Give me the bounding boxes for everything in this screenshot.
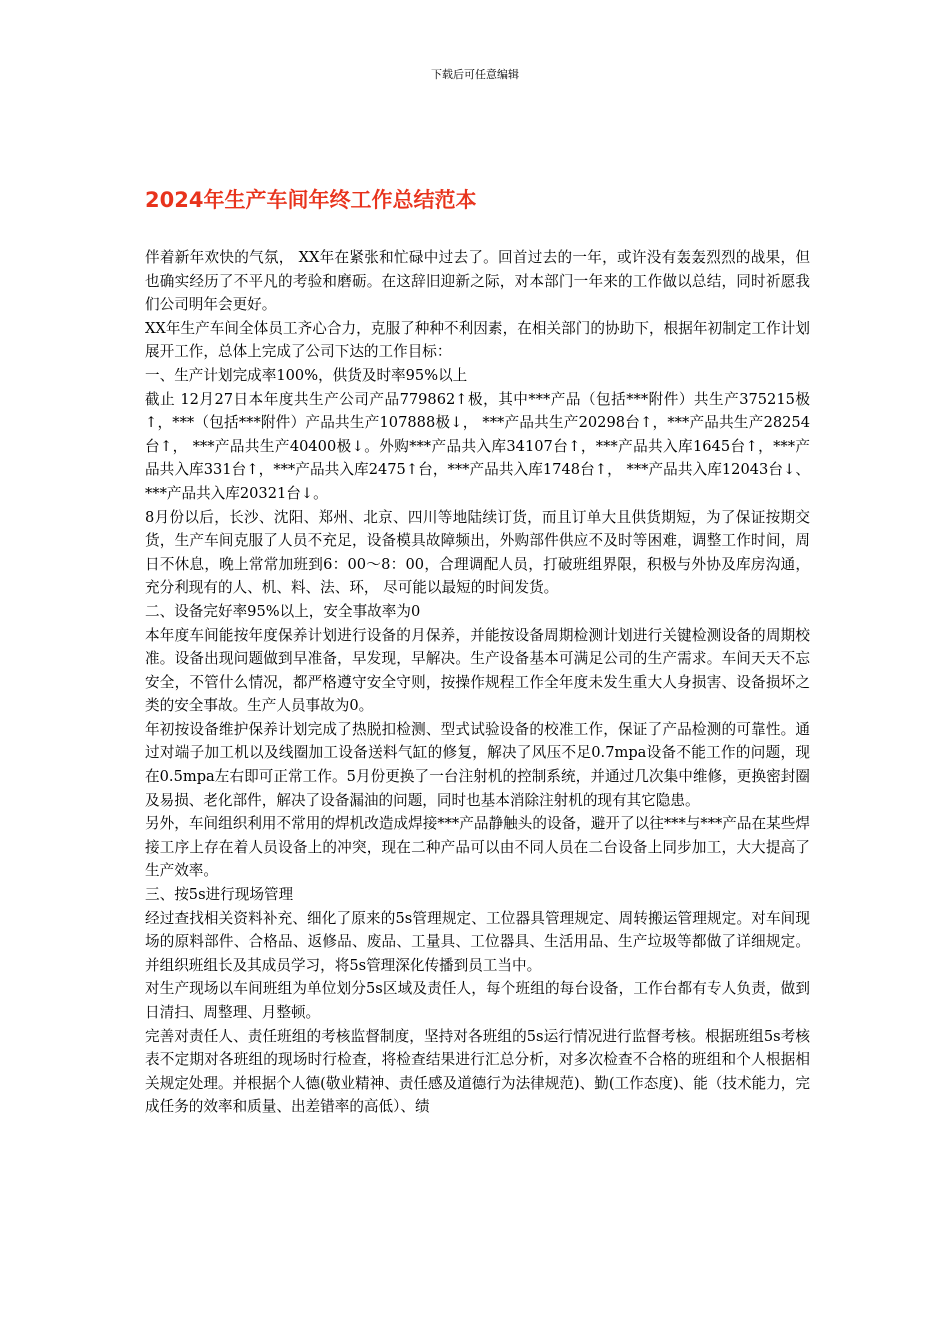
section-heading-3: 三、按5s进行现场管理 — [145, 886, 294, 904]
paragraph-maintenance: 本年度车间能按年度保养计划进行设备的月保养，并能按设备周期检测计划进行关键检测设备的周期校准。设备出现问题做到早准备，早发现，早解决。生产设备基本可满足公司的生产需求。车间天天不忘安全，不管什么情况，都严格遵守安全守则，按操作规程工作全年度未发生重大人身损害、设备损坏之类的安全事故。生产人员事故为0。 — [145, 626, 810, 715]
paragraph-5s-zones: 对生产现场以车间班组为单位划分5s区域及责任人，每个班组的每台设备，工作台都有专人负责，做到日清扫、周整理、月整顿。 — [145, 980, 810, 1021]
paragraph-5s-rules: 经过查找相关资料补充、细化了原来的5s管理规定、工位器具管理规定、周转搬运管理规定。对车间现场的原料部件、合格品、返修品、废品、工量具、工位器具、生活用品、生产垃圾等都做了详细规定。并组织班组长及其成员学习，将5s管理深化传播到员工当中。 — [145, 909, 810, 974]
paragraph-welding: 另外，车间组织利用不常用的焊机改造成焊接***产品静触头的设备，避开了以往***与***产品在某些焊接工序上存在着人员设备上的冲突，现在二种产品可以由不同人员在二台设备上同步加工，大大提高了生产效率。 — [145, 815, 810, 880]
paragraph-intro: 伴着新年欢快的气氛， XX年在紧张和忙碌中过去了。回首过去的一年，或许没有轰轰烈烈的战果，但也确实经历了不平凡的考验和磨砺。在这辞旧迎新之际，对本部门一年来的工作做以总结，同时祈愿我们公司明年会更好。 — [145, 249, 810, 314]
paragraph-orders: 8月份以后，长沙、沈阳、郑州、北京、四川等地陆续订货，而且订单大且供货期短，为了保证按期交货，生产车间克服了人员不充足，设备模具故障频出，外购部件供应不及时等困难，调整工作时间，周日不休息，晚上常常加班到6：00～8：00，合理调配人员，打破班组界限，积极与外协及库房沟通，充分利现有的人、机、料、法、环， 尽可能以最短的时间发货。 — [145, 508, 810, 597]
section-heading-2: 二、设备完好率95%以上，安全事故率为0 — [145, 602, 421, 620]
document-title: 2024年生产车间年终工作总结范本 — [145, 188, 477, 212]
paragraph-overview: XX年生产车间全体员工齐心合力，克服了种种不利因素，在相关部门的协助下，根据年初制定工作计划展开工作，总体上完成了公司下达的工作目标： — [145, 319, 810, 361]
document-body — [145, 246, 810, 1119]
paragraph-production-stats: 截止 12月27日本年度共生产公司产品779862↑极，其中***产品（包括***附件）共生产375215极↑，***（包括***附件）产品共生产107888极↓， ***产品共生产20298台↑，***产品共生产28254台↑， ***产品共生产40400极↓。外购***产品共入库34107台↑，***产品共入库1645台↑，***产品共入库331台↑，***产品共入库2475↑台，***产品共入库1748台↑， ***产品共入库12043台↓、***产品共入库20321台↓。 — [145, 390, 810, 502]
header-note: 下载后可任意编辑 — [431, 68, 519, 81]
paragraph-5s-assessment: 完善对责任人、责任班组的考核监督制度，坚持对各班组的5s运行情况进行监督考核。根据班组5s考核表不定期对各班组的现场时行检查，将检查结果进行汇总分析，对多次检查不合格的班组和个人根据相关规定处理。并根据个人德(敬业精神、责任感及道德行为法律规范)、勤(工作态度)、能（技术能力，完成任务的效率和质量、出差错率的高低）、绩 — [145, 1027, 810, 1116]
section-heading-1: 一、生产计划完成率100%，供货及时率95%以上 — [145, 366, 468, 384]
paragraph-equipment: 年初按设备维护保养计划完成了热脱扣检测、型式试验设备的校准工作，保证了产品检测的可靠性。通过对端子加工机以及线圈加工设备送料气缸的修复，解决了风压不足0.7mpa设备不能工作的问题，现在0.5mpa左右即可正常工作。5月份更换了一台注射机的控制系统，并通过几次集中维修，更换密封圈及易损、老化部件，解决了设备漏油的问题，同时也基本消除注射机的现有其它隐患。 — [145, 720, 810, 809]
